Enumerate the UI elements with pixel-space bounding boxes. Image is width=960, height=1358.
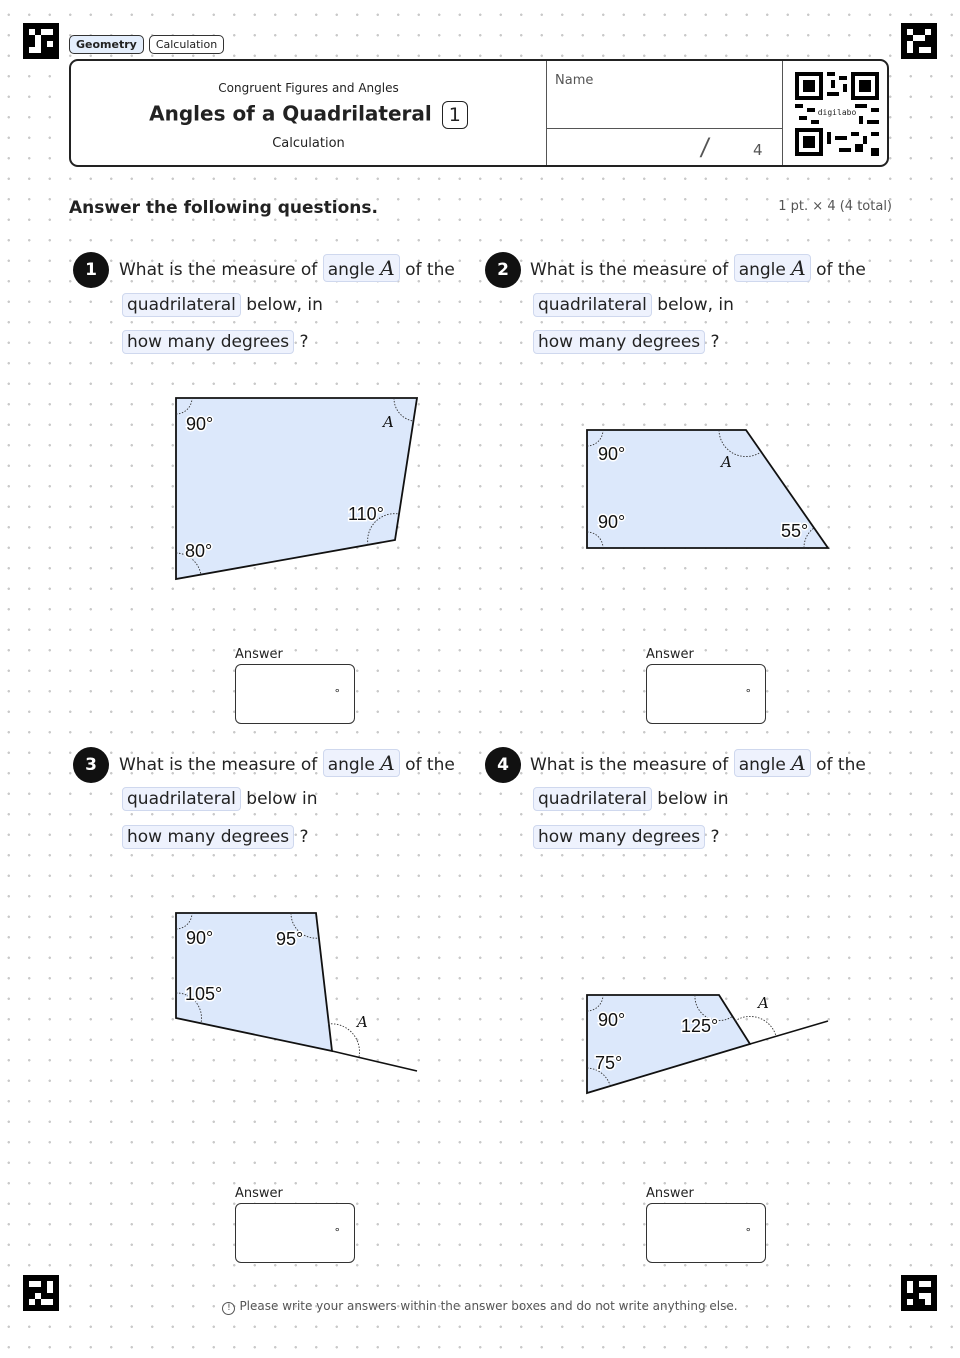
q4-label-90: 90°: [598, 1010, 626, 1030]
q1-below: below, in: [246, 295, 323, 315]
footer-text: Please write your answers within the answer boxes and do not write anything else.: [239, 1299, 738, 1313]
q2-label-90-top: 90°: [598, 444, 626, 464]
q4-angle-var: A: [791, 751, 806, 775]
q1-answer-box[interactable]: [235, 664, 355, 724]
quadrilateral-2: [587, 430, 828, 548]
q1-label-80: 80°: [185, 541, 213, 561]
question-3-line-2: [122, 787, 317, 811]
q1-how-term: how many degrees: [122, 330, 294, 354]
quadrilateral-4: [587, 994, 828, 1093]
question-2-line-2: [533, 293, 734, 317]
worksheet-kind: Calculation: [272, 136, 345, 151]
question-3-line-3: [122, 825, 309, 849]
q1-label-90: 90°: [186, 414, 214, 434]
q3-angle-term: [323, 749, 400, 777]
q2-qmark: ?: [710, 332, 720, 352]
qr-caption: digilabo: [817, 108, 857, 117]
worksheet-title: Angles of a Quadrilateral: [149, 101, 432, 126]
tag-kind: Calculation: [149, 35, 224, 54]
q1-label-110: 110°: [348, 504, 384, 524]
question-number-4: 4: [485, 747, 521, 783]
q3-below: below in: [246, 789, 318, 809]
q1-angle-var: A: [380, 256, 395, 280]
q3-degree-unit: °: [334, 1226, 340, 1239]
q1-degree-unit: °: [334, 687, 340, 700]
q3-how-term: how many degrees: [122, 825, 294, 849]
q3-qmark: ?: [299, 827, 309, 847]
q4-text: What is the measure of: [530, 755, 729, 775]
quadrilateral-3: [176, 913, 417, 1071]
q2-angle-var: A: [791, 256, 806, 280]
q4-of-the: of the: [816, 755, 866, 775]
q2-label-A: A: [721, 453, 732, 471]
question-4-line-2: [533, 787, 728, 811]
q4-degree-unit: °: [745, 1226, 751, 1239]
q2-answer-box[interactable]: [646, 664, 766, 724]
q3-angle-var: A: [380, 751, 395, 775]
q4-how-term: how many degrees: [533, 825, 705, 849]
score-slash: /: [699, 133, 712, 161]
q2-label-55: 55°: [781, 521, 809, 541]
q2-of-the: of the: [816, 260, 866, 280]
question-2-line-1: [530, 254, 866, 282]
q2-quad-term: quadrilateral: [533, 293, 652, 317]
question-number-2: 2: [485, 252, 521, 288]
q3-angle-word: angle: [327, 755, 375, 775]
q1-angle-word: angle: [327, 260, 375, 280]
q1-qmark: ?: [299, 332, 309, 352]
q2-answer-label: Answer: [646, 647, 694, 662]
q2-label-90-bottom: 90°: [598, 512, 626, 532]
q3-of-the: of the: [405, 755, 455, 775]
q3-label-90: 90°: [186, 928, 214, 948]
question-2-line-3: [533, 330, 720, 354]
q1-quad-term: quadrilateral: [122, 293, 241, 317]
q1-of-the: of the: [405, 260, 455, 280]
worksheet-subtitle: Congruent Figures and Angles: [218, 81, 399, 95]
q4-answer-box[interactable]: [646, 1203, 766, 1263]
points-info: 1 pt. × 4 (4 total): [778, 199, 892, 214]
q2-angle-term: [734, 254, 811, 282]
q2-text: What is the measure of: [530, 260, 729, 280]
q4-answer-label: Answer: [646, 1186, 694, 1201]
name-label: Name: [555, 73, 594, 88]
score-total: 4: [753, 141, 763, 159]
q2-degree-unit: °: [745, 687, 751, 700]
q4-label-75: 75°: [595, 1053, 623, 1073]
question-number-3: 3: [73, 747, 109, 783]
q3-label-105: 105°: [185, 984, 223, 1004]
q4-angle-word: angle: [738, 755, 786, 775]
q1-label-A: A: [383, 413, 394, 431]
question-4-line-1: [530, 749, 866, 777]
footer-note: [0, 1299, 960, 1315]
q3-answer-label: Answer: [235, 1186, 283, 1201]
q2-angle-word: angle: [738, 260, 786, 280]
instructions: Answer the following questions.: [69, 198, 378, 218]
info-icon: !: [222, 1302, 235, 1315]
q2-how-term: how many degrees: [533, 330, 705, 354]
q4-label-A: A: [758, 994, 769, 1012]
question-3-line-1: [119, 749, 455, 777]
q4-below: below in: [657, 789, 729, 809]
q1-text: What is the measure of: [119, 260, 318, 280]
worksheet-number: 1: [442, 101, 468, 129]
q3-label-95: 95°: [276, 929, 304, 949]
q3-text: What is the measure of: [119, 755, 318, 775]
quadrilateral-1: [176, 398, 417, 579]
q1-answer-label: Answer: [235, 647, 283, 662]
tag-subject: Geometry: [69, 35, 144, 54]
question-4-line-3: [533, 825, 720, 849]
q3-quad-term: quadrilateral: [122, 787, 241, 811]
q2-below: below, in: [657, 295, 734, 315]
q4-label-125: 125°: [681, 1016, 719, 1036]
q4-quad-term: quadrilateral: [533, 787, 652, 811]
q4-angle-term: [734, 749, 811, 777]
q4-qmark: ?: [710, 827, 720, 847]
q3-answer-box[interactable]: [235, 1203, 355, 1263]
q3-label-A: A: [357, 1013, 368, 1031]
question-number-1: 1: [73, 252, 109, 288]
